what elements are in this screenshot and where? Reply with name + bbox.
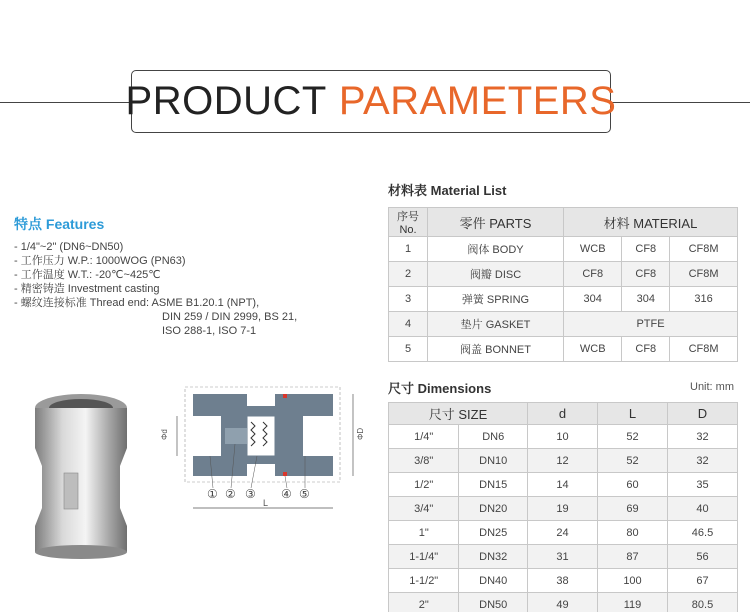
cell-d: 38 — [528, 569, 598, 593]
cell-l: 52 — [598, 425, 668, 449]
cell-inch: 1-1/4" — [389, 545, 459, 569]
cell-dn: DN6 — [459, 425, 528, 449]
cell-d: 80.5 — [668, 593, 738, 612]
cell-dn: DN15 — [459, 473, 528, 497]
cell-d: 56 — [668, 545, 738, 569]
dimensions-title: 尺寸 Dimensions — [388, 381, 492, 396]
cell-inch: 3/4" — [389, 497, 459, 521]
valve-cross-section-drawing — [155, 372, 380, 522]
cell-material: 316 — [670, 287, 738, 312]
cell-no: 3 — [389, 287, 428, 312]
cell-d: 35 — [668, 473, 738, 497]
cell-material: CF8M — [670, 237, 738, 262]
cell-l: 87 — [598, 545, 668, 569]
callout-4: ④ — [281, 487, 292, 501]
cell-d: 24 — [528, 521, 598, 545]
feature-item-continuation: ISO 288-1, ISO 7-1 — [162, 325, 257, 337]
cell-material-merged: PTFE — [564, 312, 738, 337]
cell-material: WCB — [564, 237, 622, 262]
cell-no: 1 — [389, 237, 428, 262]
cell-material: CF8M — [670, 337, 738, 362]
cell-d: 40 — [668, 497, 738, 521]
callout-1: ① — [207, 487, 218, 501]
callout-3: ③ — [245, 487, 256, 501]
feature-item: - 螺纹连接标准 Thread end: ASME B1.20.1 (NPT), — [14, 297, 260, 309]
feature-item: - 工作压力 W.P.: 1000WOG (PN63) — [14, 255, 186, 267]
dimension-label-D: ΦD — [356, 427, 365, 440]
table-header-row — [389, 403, 738, 425]
cell-part: 阀体 BODY — [428, 237, 564, 262]
cell-l: 60 — [598, 473, 668, 497]
cell-part: 弹簧 SPRING — [428, 287, 564, 312]
valve-photo — [24, 388, 139, 560]
table-row — [389, 337, 738, 362]
features-section — [14, 214, 354, 338]
table-row — [389, 262, 738, 287]
cell-d: 14 — [528, 473, 598, 497]
cell-material: WCB — [564, 337, 622, 362]
callout-5: ⑤ — [299, 487, 310, 501]
header-d: d — [528, 403, 598, 425]
cell-dn: DN20 — [459, 497, 528, 521]
cell-d: 12 — [528, 449, 598, 473]
table-row — [389, 593, 738, 612]
callout-2: ② — [225, 487, 236, 501]
cell-part: 阀瓣 DISC — [428, 262, 564, 287]
feature-item-continuation: DIN 259 / DIN 2999, BS 21, — [162, 311, 298, 323]
cell-l: 80 — [598, 521, 668, 545]
cell-inch: 2" — [389, 593, 459, 612]
header-parts: 零件 PARTS — [428, 208, 564, 237]
dimension-label-L: L — [263, 498, 269, 508]
cell-l: 119 — [598, 593, 668, 612]
page-title — [125, 70, 617, 133]
table-row — [389, 545, 738, 569]
cell-d: 32 — [668, 449, 738, 473]
cell-d: 67 — [668, 569, 738, 593]
cell-material: CF8 — [564, 262, 622, 287]
cell-dn: DN10 — [459, 449, 528, 473]
cell-part: 阀盖 BONNET — [428, 337, 564, 362]
cell-inch: 3/8" — [389, 449, 459, 473]
cell-dn: DN50 — [459, 593, 528, 612]
cell-dn: DN32 — [459, 545, 528, 569]
table-row — [389, 312, 738, 337]
table-row — [389, 237, 738, 262]
cell-no: 2 — [389, 262, 428, 287]
cell-l: 100 — [598, 569, 668, 593]
cell-l: 69 — [598, 497, 668, 521]
cell-inch: 1/4" — [389, 425, 459, 449]
cell-inch: 1/2" — [389, 473, 459, 497]
cell-material: CF8 — [622, 337, 670, 362]
cell-d: 46.5 — [668, 521, 738, 545]
table-row — [389, 473, 738, 497]
cell-no: 5 — [389, 337, 428, 362]
header-no: 序号No. — [389, 208, 428, 237]
cell-inch: 1" — [389, 521, 459, 545]
header-L: L — [598, 403, 668, 425]
cell-d: 10 — [528, 425, 598, 449]
features-list — [14, 240, 354, 338]
feature-item: - 工作温度 W.T.: -20℃~425℃ — [14, 269, 161, 281]
table-row — [389, 521, 738, 545]
dimension-label-d: Φd — [160, 429, 169, 440]
material-table — [388, 207, 738, 362]
table-row — [389, 569, 738, 593]
dimensions-unit: Unit: mm — [690, 381, 734, 393]
header-rule-right — [611, 102, 750, 103]
page-title-black: PRODUCT — [125, 79, 327, 123]
table-row — [389, 287, 738, 312]
features-title: 特点 Features — [14, 216, 105, 232]
cell-d: 31 — [528, 545, 598, 569]
table-row — [389, 497, 738, 521]
feature-item: - 精密铸造 Investment casting — [14, 283, 160, 295]
cell-material: CF8 — [622, 262, 670, 287]
material-list-title: 材料表 Material List — [388, 183, 507, 198]
cell-part: 垫片 GASKET — [428, 312, 564, 337]
cell-d: 19 — [528, 497, 598, 521]
table-header-row — [389, 208, 738, 237]
dimensions-table — [388, 402, 738, 612]
cell-material: CF8 — [622, 237, 670, 262]
cell-no: 4 — [389, 312, 428, 337]
cell-dn: DN40 — [459, 569, 528, 593]
table-row — [389, 425, 738, 449]
header-D: D — [668, 403, 738, 425]
header-size: 尺寸 SIZE — [389, 403, 528, 425]
feature-item: - 1/4"~2" (DN6~DN50) — [14, 241, 124, 253]
cell-material: CF8M — [670, 262, 738, 287]
cell-l: 52 — [598, 449, 668, 473]
header-rule-left — [0, 102, 131, 103]
header-material: 材料 MATERIAL — [564, 208, 738, 237]
cell-d: 49 — [528, 593, 598, 612]
page-title-orange: PARAMETERS — [338, 79, 617, 123]
cell-material: 304 — [564, 287, 622, 312]
cell-material: 304 — [622, 287, 670, 312]
cell-d: 32 — [668, 425, 738, 449]
cell-dn: DN25 — [459, 521, 528, 545]
cell-inch: 1-1/2" — [389, 569, 459, 593]
table-row — [389, 449, 738, 473]
